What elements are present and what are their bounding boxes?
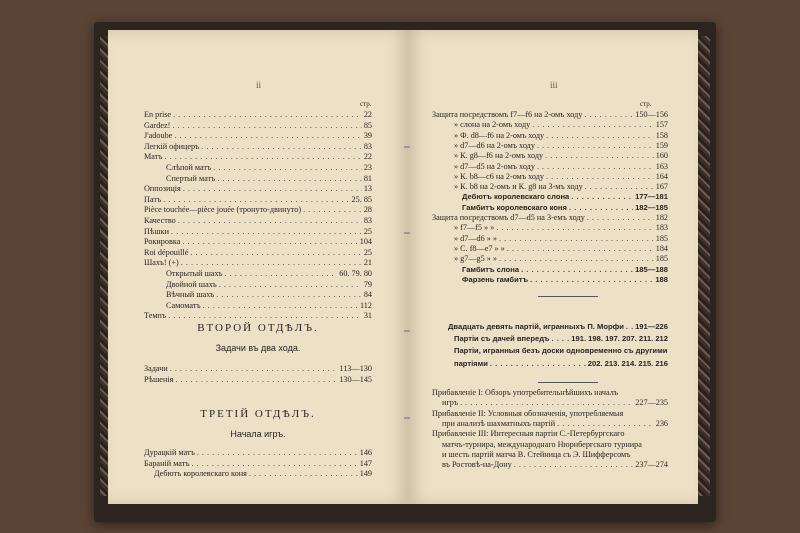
toc-entry-label: Шахъ! (+): [144, 258, 179, 268]
toc-entry-label: въ Ростовѣ-на-Дону: [442, 460, 512, 470]
toc-entry: [166, 301, 372, 311]
leader-dots: [190, 248, 361, 258]
toc-entry-label: » С. f8—e7 » »: [454, 243, 505, 253]
toc-entry: [442, 398, 668, 408]
toc-entry: [144, 195, 372, 205]
leader-dots: [557, 419, 654, 429]
toc-entry: [166, 280, 372, 290]
toc-entry: [144, 248, 372, 258]
toc-entry-page: 150—156: [635, 110, 668, 119]
toc-entry: [454, 172, 668, 182]
page-number: ii: [256, 80, 262, 90]
toc-entry-label: Защита посредствомъ f7—f6 на 2-омъ ходу: [432, 110, 583, 119]
toc-entry-label: » Ф. d8—f6 на 2-омъ ходу: [454, 130, 545, 140]
toc-entry: [454, 151, 668, 161]
toc-entry-page: 237—274: [635, 460, 668, 470]
toc-entry-page: 83: [363, 216, 372, 225]
leader-dots: [585, 182, 654, 192]
leader-dots: [203, 301, 358, 311]
leader-dots: [163, 195, 349, 205]
toc-entry-page: 182—185: [635, 202, 668, 212]
leader-dots: [571, 192, 633, 202]
left-page: [108, 30, 408, 504]
toc-entry-label: » d7—d6 на 2-омъ ходу: [454, 140, 535, 150]
toc-entry-label: » f7—f5 » »: [454, 223, 495, 233]
leader-dots: [201, 142, 362, 152]
toc-entry: [442, 450, 668, 460]
toc-entry-label: игръ: [442, 398, 459, 408]
leader-dots: [546, 172, 654, 182]
toc-entry-label: матчъ-турнира, международнаго Нюрнбергскаго турнира: [442, 439, 642, 449]
toc-entry: [144, 121, 372, 131]
leader-dots: [499, 254, 654, 264]
toc-entry-page: 39: [363, 131, 372, 141]
toc-entry: [462, 192, 668, 202]
leader-dots: [521, 265, 633, 275]
toc-entry-label: Самоматъ: [166, 300, 201, 310]
toc-entry: [144, 258, 372, 268]
toc-entry: [454, 162, 668, 172]
toc-entry-page: 188: [655, 274, 668, 284]
toc-entry: [166, 174, 372, 184]
toc-entry-label: Темпъ: [144, 311, 167, 321]
toc-entry: [144, 131, 372, 141]
toc-entry-page: 177—181: [635, 192, 668, 202]
toc-entry-label: Roi dépouillé: [144, 247, 189, 257]
toc-entry: [432, 213, 668, 223]
toc-entry-page: 185—188: [635, 264, 668, 274]
toc-entry: [144, 205, 372, 215]
toc-entry-label: Качество: [144, 216, 176, 225]
toc-entry-label: » К. b8—c6 на 2-омъ ходу: [454, 171, 545, 181]
toc-entry-page: 191—226: [635, 322, 668, 331]
toc-entry: [144, 237, 372, 247]
toc-entry: [454, 254, 668, 264]
leader-dots: [174, 131, 362, 141]
leader-dots: [171, 227, 362, 237]
toc-entry-page: 184: [655, 243, 668, 253]
leader-dots: [626, 322, 633, 332]
toc-entry: [442, 440, 668, 450]
leader-dots: [182, 237, 357, 247]
leader-dots: [546, 131, 654, 141]
toc-entry-label: Дебютъ королевскаго слона: [462, 192, 570, 202]
toc-entry-page: 81: [363, 173, 372, 183]
toc-entry-page: 79: [363, 279, 372, 289]
toc-entry-page: 227—235: [635, 398, 668, 408]
toc-entry-page: 183: [655, 223, 668, 233]
leader-dots: [165, 152, 362, 162]
toc-entry: [454, 359, 668, 369]
leader-dots: [170, 364, 338, 374]
leader-dots: [545, 151, 654, 161]
toc-entry-label: Оппозиція: [144, 184, 181, 194]
toc-entry: [144, 459, 372, 469]
toc-entry-page: 157: [655, 120, 668, 130]
toc-entry-label: Партіи, игранныя безъ доски одновременно съ другими: [454, 346, 668, 356]
toc-entry-page: 60. 79. 80: [339, 269, 372, 278]
toc-entry-label: Двадцать девять партій, игранныхъ П. Морфи: [448, 322, 624, 331]
page-number: iii: [550, 80, 558, 90]
toc-entry-label: Слѣпой матъ: [166, 163, 212, 172]
toc-entry: [454, 120, 668, 130]
toc-entry: [144, 152, 372, 162]
toc-entry-label: Двойной шахъ: [166, 279, 217, 289]
column-header: стр.: [640, 100, 652, 108]
toc-entry-page: 185: [655, 233, 668, 243]
toc-entry: [144, 227, 372, 237]
toc-entry-label: En prise: [144, 110, 172, 119]
leader-dots: [172, 121, 361, 131]
toc-entry-page: 21: [363, 258, 372, 268]
column-header: стр.: [360, 100, 372, 108]
toc-entry-label: Задачи: [144, 364, 168, 373]
toc-entry-page: 104: [359, 237, 372, 247]
toc-entry-page: 158: [655, 130, 668, 140]
toc-entry-page: 84: [363, 290, 372, 300]
toc-entry-label: и шесть партій матча В. Стейница съ Э. Шифферсомъ: [442, 449, 631, 459]
leader-dots: [569, 203, 633, 213]
toc-entry-label: Открытый шахъ: [166, 269, 223, 278]
toc-entry-page: 25: [363, 226, 372, 236]
toc-entry-label: Матъ: [144, 152, 163, 162]
leader-dots: [537, 162, 654, 172]
toc-entry-label: » слона на 2-омъ ходу: [454, 120, 531, 130]
toc-entry-page: 25: [363, 247, 372, 257]
toc-entry-page: 167: [655, 182, 668, 192]
toc-entry-page: 160: [655, 151, 668, 161]
toc-entry: [448, 322, 668, 332]
toc-entry: [462, 265, 668, 275]
toc-entry-page: 112: [360, 300, 372, 310]
toc-entry-label: Бараній матъ: [144, 458, 190, 468]
leader-dots: [197, 448, 358, 458]
binding-stitch: [404, 417, 410, 419]
section-subtitle: Начала игръ.: [230, 429, 286, 439]
toc-entry-label: Прибавленіе I: Обзоръ употребительнѣйшихъ началъ: [432, 388, 619, 397]
toc-entry-label: Pièce touchée—pièce jouée (тронуто-двинуто): [144, 205, 302, 215]
leader-dots: [514, 460, 634, 470]
toc-entry: [166, 163, 372, 173]
toc-entry: [432, 429, 668, 439]
toc-entry-page: 182: [655, 213, 668, 222]
section-subtitle: Задачи въ два хода.: [215, 343, 301, 353]
toc-entry-page: 159: [655, 140, 668, 150]
toc-entry-page: 28: [363, 205, 372, 215]
toc-entry-page: 236: [655, 418, 668, 428]
toc-entry-label: Пѣшки: [144, 226, 170, 236]
toc-entry-page: 13: [363, 184, 372, 194]
toc-entry-label: J'adoube: [144, 131, 173, 141]
toc-entry-page: 85: [363, 120, 372, 130]
leader-dots: [551, 334, 569, 344]
toc-entry-page: 23: [363, 163, 372, 172]
leader-dots: [584, 110, 633, 120]
leader-dots: [216, 290, 362, 300]
toc-entry-label: Спертый матъ: [166, 173, 216, 183]
section-title: ТРЕТІЙ ОТДѢЛЪ.: [200, 408, 316, 420]
toc-entry-label: Прибавленіе II: Условныя обозначенія, употребляемыя: [432, 408, 624, 418]
toc-entry-page: 22: [363, 152, 372, 162]
toc-entry-label: » d7—d5 на 2-омъ ходу: [454, 161, 535, 171]
leader-dots: [496, 223, 653, 233]
toc-entry-label: » К. g8—f6 на 2-омъ ходу: [454, 151, 544, 161]
toc-entry: [454, 234, 668, 244]
toc-entry-page: 185: [655, 254, 668, 264]
toc-entry-label: Прибавленіе III: Интересныя партіи С.-Петербургскаго: [432, 429, 625, 439]
toc-entry-page: 22: [363, 110, 372, 119]
toc-entry: [442, 419, 668, 429]
toc-entry-label: Рокировка: [144, 237, 181, 247]
toc-entry: [144, 184, 372, 194]
leader-dots: [537, 141, 654, 151]
leader-dots: [303, 205, 362, 215]
leader-dots: [225, 269, 338, 279]
binding-stitch: [404, 232, 410, 234]
toc-entry-label: Вѣчный шахъ: [166, 290, 215, 300]
toc-entry-label: Рѣшенія: [144, 374, 174, 384]
toc-entry-label: при анализѣ шахматныхъ партій: [442, 418, 556, 428]
toc-entry: [454, 346, 668, 356]
toc-entry: [166, 290, 372, 300]
leader-dots: [175, 375, 337, 385]
toc-entry-label: » К. b8 на 2-омъ и К. g8 на 3-мъ ходу: [454, 182, 583, 192]
leader-dots: [217, 174, 361, 184]
toc-entry-page: 146: [359, 448, 372, 457]
leader-dots: [460, 398, 633, 408]
toc-entry-label: Гамбитъ слона: [462, 264, 520, 274]
toc-entry-label: Дурацкій матъ: [144, 448, 195, 457]
toc-entry-label: Партіи съ дачей впередъ: [454, 334, 550, 344]
toc-entry: [442, 460, 668, 470]
leader-dots: [181, 258, 362, 268]
leader-dots: [499, 234, 654, 244]
toc-entry-label: Защита посредствомъ d7—d5 на 3-емъ ходу: [432, 213, 585, 222]
leader-dots: [249, 469, 358, 479]
toc-entry: [144, 375, 372, 385]
toc-entry-page: 147: [359, 458, 372, 468]
toc-entry-page: 191. 198. 197. 207. 211. 212: [571, 334, 668, 344]
leader-dots: [532, 120, 654, 130]
toc-entry: [462, 203, 668, 213]
toc-entry-label: » d7—d6 » »: [454, 233, 497, 243]
toc-entry-label: партіями: [454, 358, 488, 368]
toc-entry: [144, 110, 372, 120]
right-page: [408, 30, 698, 504]
toc-entry-page: 31: [363, 311, 372, 321]
toc-entry-label: Гамбитъ королевскаго коня: [462, 202, 567, 212]
toc-entry: [166, 269, 372, 279]
leader-dots: [173, 110, 362, 120]
leader-dots: [219, 280, 362, 290]
leader-dots: [490, 359, 586, 369]
section-title: ВТОРОЙ ОТДѢЛЪ.: [197, 322, 319, 334]
binding-stitch: [404, 330, 410, 332]
leader-dots: [530, 275, 653, 285]
toc-entry-page: 25. 85: [351, 194, 372, 204]
toc-entry: [454, 334, 668, 344]
toc-entry-page: 83: [363, 141, 372, 151]
toc-entry-label: Gardez!: [144, 120, 171, 130]
toc-entry-label: » g7—g5 » »: [454, 254, 497, 264]
leader-dots: [192, 459, 358, 469]
leader-dots: [213, 163, 362, 173]
toc-entry: [432, 409, 668, 419]
toc-entry: [454, 131, 668, 141]
toc-entry-label: Легкій офицеръ: [144, 141, 200, 151]
toc-entry: [454, 141, 668, 151]
toc-entry: [454, 223, 668, 233]
leader-dots: [178, 216, 362, 226]
toc-entry: [144, 448, 372, 458]
toc-entry-label: Патъ: [144, 194, 162, 204]
toc-entry-page: 164: [655, 171, 668, 181]
toc-entry: [454, 244, 668, 254]
toc-entry: [432, 388, 668, 398]
toc-entry: [144, 311, 372, 321]
toc-entry-label: Дебютъ королевскаго коня: [154, 469, 247, 478]
toc-entry: [154, 469, 372, 479]
binding-stitch: [404, 146, 410, 148]
toc-entry: [144, 364, 372, 374]
toc-entry: [462, 275, 668, 285]
toc-entry: [144, 142, 372, 152]
toc-entry-label: Фарзень гамбитъ: [462, 274, 529, 284]
toc-entry: [454, 182, 668, 192]
divider: [538, 382, 598, 383]
toc-entry: [144, 216, 372, 226]
toc-entry-page: 202. 213. 214. 215. 216: [587, 358, 668, 368]
toc-entry-page: 163: [655, 161, 668, 171]
leader-dots: [183, 184, 362, 194]
leader-dots: [587, 213, 654, 223]
divider: [538, 296, 598, 297]
toc-entry-page: 113—130: [339, 364, 372, 373]
toc-entry-page: 130—145: [339, 374, 372, 384]
toc-entry: [432, 110, 668, 120]
leader-dots: [507, 244, 654, 254]
toc-entry-page: 149: [359, 469, 372, 478]
right-marbled-edge: [696, 36, 710, 496]
leader-dots: [168, 311, 362, 321]
